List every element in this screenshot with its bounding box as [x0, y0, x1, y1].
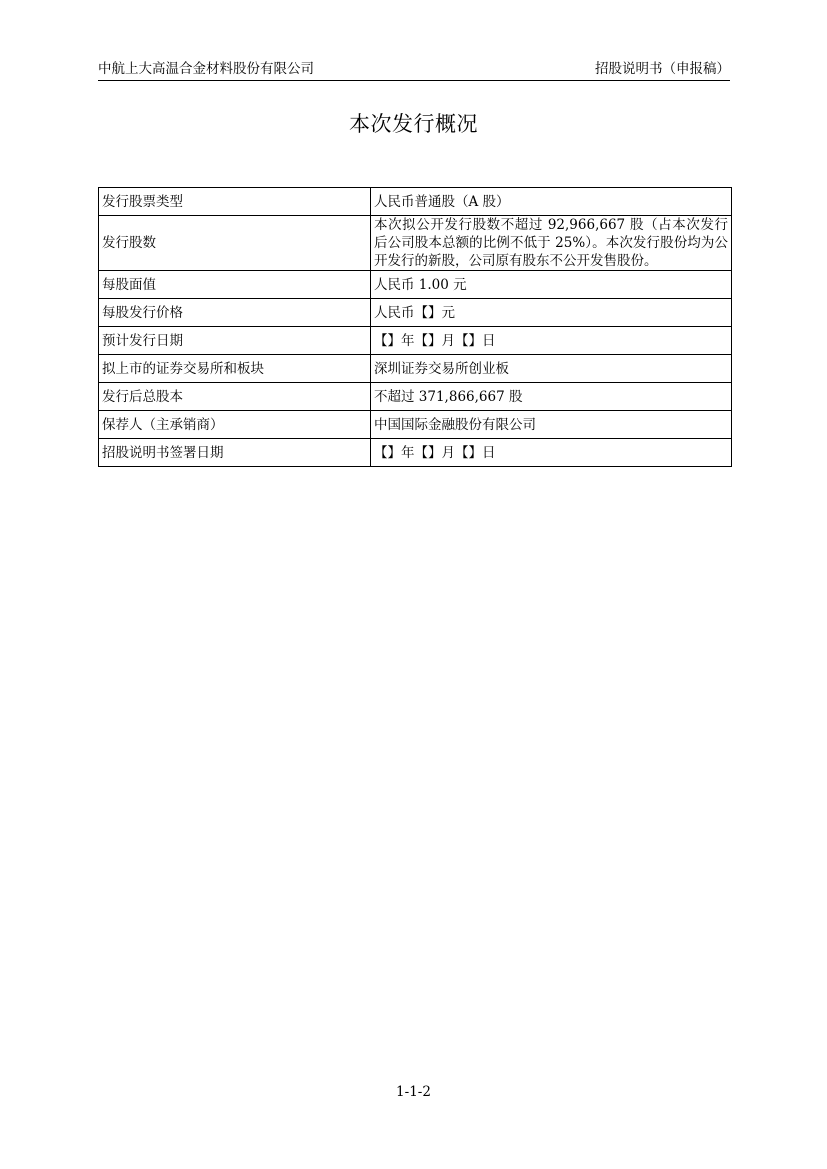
- row-label: 招股说明书签署日期: [99, 439, 371, 467]
- header-company-name: 中航上大高温合金材料股份有限公司: [98, 61, 314, 77]
- row-value: 【】年【】月【】日: [371, 439, 732, 467]
- row-label: 发行后总股本: [99, 383, 371, 411]
- row-value: 人民币普通股（A 股）: [371, 188, 732, 216]
- row-label: 每股面值: [99, 271, 371, 299]
- table-row: [99, 216, 732, 271]
- row-value: 不超过 371,866,667 股: [371, 383, 732, 411]
- table-row: [99, 411, 732, 439]
- table-row: [99, 327, 732, 355]
- page-title: 本次发行概况: [349, 112, 478, 136]
- table-row: [99, 188, 732, 216]
- row-label: 预计发行日期: [99, 327, 371, 355]
- table-row: [99, 355, 732, 383]
- row-value: 【】年【】月【】日: [371, 327, 732, 355]
- row-label: 保荐人（主承销商）: [99, 411, 371, 439]
- header-document-type: 招股说明书（申报稿）: [595, 61, 730, 77]
- row-label: 发行股数: [99, 216, 371, 271]
- row-label: 每股发行价格: [99, 299, 371, 327]
- row-value: 人民币 1.00 元: [371, 271, 732, 299]
- table-row: [99, 383, 732, 411]
- row-value: 人民币【】元: [371, 299, 732, 327]
- page-header: [98, 60, 730, 81]
- row-label: 拟上市的证券交易所和板块: [99, 355, 371, 383]
- page-number: 1-1-2: [396, 1084, 431, 1100]
- row-value-text: 本次拟公开发行股数不超过 92,966,667 股（占本次发行后公司股本总额的比例不低于 25%）。本次发行股份均为公开发行的新股，公司原有股东不公开发售股份。: [374, 217, 728, 269]
- row-value: 中国国际金融股份有限公司: [371, 411, 732, 439]
- table-row: [99, 299, 732, 327]
- row-value: 深圳证券交易所创业板: [371, 355, 732, 383]
- offering-summary-table: [98, 187, 732, 467]
- row-value: [371, 216, 732, 271]
- table-row: [99, 271, 732, 299]
- table-row: [99, 439, 732, 467]
- row-label: 发行股票类型: [99, 188, 371, 216]
